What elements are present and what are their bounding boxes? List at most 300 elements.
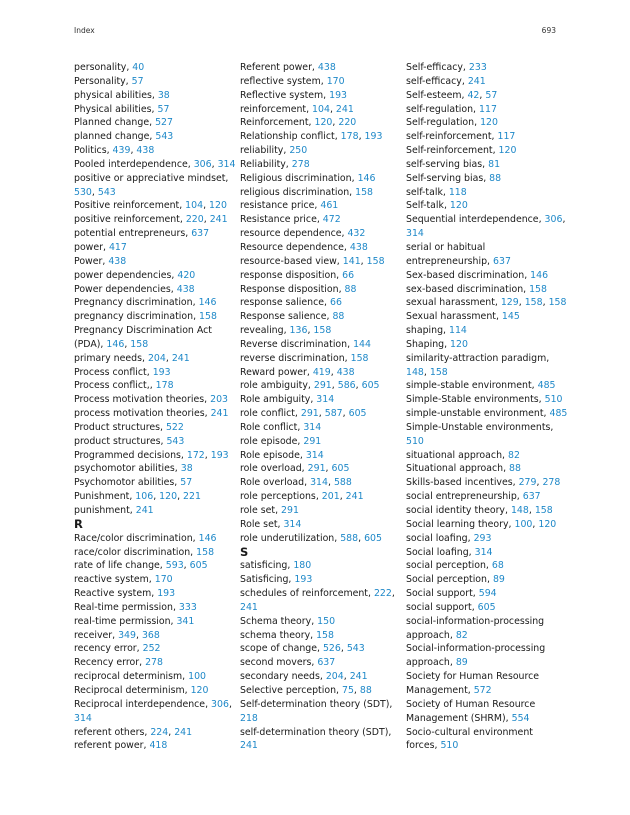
index-entry [74,587,240,601]
index-entry-line [240,158,406,172]
index-entry-line [406,573,556,587]
page-reference-link[interactable]: 89 [492,574,505,586]
index-entry-line [240,449,406,463]
index-entry [406,587,556,601]
page-reference-link[interactable]: 417 [108,241,127,253]
page-reference-link[interactable]: 148 [406,366,424,378]
index-entry-line [240,712,406,726]
index-term-text: , [325,463,332,475]
page-reference-link[interactable]: 120 [190,684,209,696]
page-reference-link[interactable]: 193 [157,588,176,600]
page-reference-link[interactable]: 241 [345,491,364,503]
index-entry-line [406,656,556,670]
page-reference-link[interactable]: 241 [210,408,229,420]
index-entry-line [74,642,240,656]
index-entry-line [406,518,556,532]
page-reference-link[interactable]: 241 [174,726,193,738]
page-reference-link[interactable]: 158 [316,629,334,641]
index-entry [240,199,406,213]
page-reference-link[interactable]: 170 [326,75,345,87]
index-entry [406,642,556,670]
index-entry-line [406,366,556,380]
page-reference-link[interactable]: 158 [429,366,448,378]
page-reference-link[interactable]: 588 [333,477,352,489]
page-reference-link[interactable]: 241 [209,214,228,226]
index-entry [74,421,240,435]
page-reference-link[interactable]: 510 [544,394,563,406]
index-entry [74,407,240,421]
page-reference-link[interactable]: 104 [185,200,204,212]
page-reference-link[interactable]: 522 [165,421,184,433]
page-reference-link[interactable]: 120 [159,491,178,503]
page-reference-link[interactable]: 146 [198,532,217,544]
index-term-text: role perceptions, [240,491,322,503]
page-reference-link[interactable]: 510 [440,740,459,752]
page-reference-link[interactable]: 158 [529,283,547,295]
index-entry [74,393,240,407]
index-term-text: psychomotor abilities, [74,463,181,475]
page-reference-link[interactable]: 201 [321,491,340,503]
page-reference-link[interactable]: 279 [518,477,537,489]
page-reference-link[interactable]: 146 [530,269,549,281]
index-term-text: Self-regulation, [406,117,481,129]
page-reference-link[interactable]: 278 [145,657,163,669]
index-term-text: Referent power, [240,62,318,73]
page-reference-link[interactable]: 193 [329,89,348,101]
index-entry [406,379,556,393]
page-reference-link[interactable]: 306 [544,214,563,226]
page-reference-link[interactable]: 349 [118,629,136,641]
page-reference-link[interactable]: 158 [355,186,374,198]
index-entry-line [74,186,240,200]
page-reference-link[interactable]: 637 [522,491,541,503]
page-reference-link[interactable]: 485 [537,380,556,392]
page-reference-link[interactable]: 438 [349,241,368,253]
page-reference-link[interactable]: 117 [497,131,516,143]
index-term-text: , [340,643,347,655]
page-reference-link[interactable]: 158 [534,505,553,516]
page-reference-link[interactable]: 241 [171,352,190,364]
index-term-text: rate of life change, [74,560,166,572]
page-reference-link[interactable]: 314 [310,477,328,489]
page-reference-link[interactable]: 158 [548,297,567,309]
page-reference-link[interactable]: 88 [344,283,357,295]
index-term-text: , [343,671,350,683]
page-reference-link[interactable]: 158 [524,297,543,309]
page-reference-link[interactable]: 543 [97,186,116,198]
page-reference-link[interactable]: 461 [320,200,339,212]
page-reference-link[interactable]: 439 [112,145,131,157]
page-reference-link[interactable]: 306 [211,698,229,710]
page-reference-link[interactable]: 218 [240,712,258,724]
index-term-text: , [318,408,325,420]
index-entry-line [74,103,240,117]
page-reference-link[interactable]: 158 [130,338,149,350]
index-entry-line [240,352,406,366]
page-reference-link[interactable]: 150 [317,615,336,627]
page-reference-link[interactable]: 605 [189,560,208,572]
index-entry-line [74,490,240,504]
index-term-text: physical abilities, [74,89,158,101]
page-reference-link[interactable]: 291 [281,505,299,516]
page-reference-link[interactable]: 420 [177,269,196,281]
page-reference-link[interactable]: 314 [283,518,302,530]
index-term-text: Reciprocal determinism, [74,684,191,696]
page-reference-link[interactable]: 178 [340,131,359,143]
index-entry [240,684,406,698]
page-reference-link[interactable]: 293 [473,532,492,544]
index-entry-line [406,103,556,117]
page-reference-link[interactable]: 120 [449,200,468,212]
index-entry [240,615,406,629]
page-reference-link[interactable]: 241 [335,103,354,115]
index-term-text: , [331,380,338,392]
index-entry-line [74,462,240,476]
page-reference-link[interactable]: 193 [210,449,229,461]
page-reference-link[interactable]: 193 [152,366,171,378]
page-reference-link[interactable]: 57 [180,477,193,489]
page-reference-link[interactable]: 222 [373,588,392,600]
page-reference-link[interactable]: 57 [131,75,144,87]
page-reference-link[interactable]: 100 [188,671,207,683]
index-term-text: potential entrepreneurs, [74,228,192,240]
index-term-text: approach, [406,629,456,641]
page-reference-link[interactable]: 527 [155,117,173,129]
index-entry [406,449,556,463]
index-entry-line [74,712,240,726]
index-entry-line [240,366,406,380]
index-entry [406,213,566,241]
index-entry [240,587,406,615]
page-reference-link[interactable]: 432 [347,228,366,240]
page-reference-link[interactable]: 278 [291,158,310,170]
page-reference-link[interactable]: 241 [240,601,258,613]
index-entry-line [406,61,556,75]
page-reference-link[interactable]: 75 [341,684,354,696]
index-term-text: social support, [406,601,478,613]
page-reference-link[interactable]: 88 [332,311,345,323]
page-reference-link[interactable]: 146 [357,172,376,184]
index-entry [74,172,240,200]
page-reference-link[interactable]: 204 [325,671,344,683]
index-term-text: self-talk, [406,186,449,198]
page-reference-link[interactable]: 314 [217,158,236,170]
page-reference-link[interactable]: 81 [488,158,501,170]
index-term-text: , [165,352,172,364]
index-term-text: power dependencies, [74,269,178,281]
page-reference-link[interactable]: 66 [342,269,355,281]
index-entry-line [240,227,406,241]
index-entry [406,476,561,490]
page-reference-link[interactable]: 40 [132,62,145,73]
page-reference-link[interactable]: 605 [348,408,367,420]
page-reference-link[interactable]: 148 [510,505,529,516]
index-entry [406,158,556,172]
page-reference-link[interactable]: 68 [491,560,504,572]
page-reference-link[interactable]: 146 [106,338,125,350]
index-term-text: role set, [240,505,282,516]
page-reference-link[interactable]: 510 [406,435,424,447]
page-reference-link[interactable]: 252 [142,643,161,655]
index-term-text: schedules of reinforcement, [240,588,374,600]
page-reference-link[interactable]: 314 [303,421,322,433]
index-term-text: social entrepreneurship, [406,491,523,503]
page-reference-link[interactable]: 341 [176,615,195,627]
page-reference-link[interactable]: 593 [165,560,184,572]
page-reference-link[interactable]: 314 [305,449,324,461]
page-reference-link[interactable]: 333 [178,601,197,613]
page-reference-link[interactable]: 485 [549,408,568,420]
page-reference-link[interactable]: 291 [313,380,332,392]
index-term-text: situational approach, [406,449,508,461]
page-reference-link[interactable]: 66 [330,297,342,309]
page-reference-link[interactable]: 314 [474,546,493,558]
page-reference-link[interactable]: 129 [500,297,519,309]
page-reference-link[interactable]: 543 [166,435,185,447]
page-reference-link[interactable]: 314 [74,712,92,724]
page-reference-link[interactable]: 193 [294,574,313,586]
page-reference-link[interactable]: 530 [74,186,92,198]
index-entry-line [74,296,240,310]
page-reference-link[interactable]: 637 [493,255,511,267]
page-reference-link[interactable]: 170 [154,574,173,586]
index-entry-line [406,255,556,269]
page-reference-link[interactable]: 141 [342,255,361,267]
index-entry-line [406,352,556,366]
page-reference-link[interactable]: 594 [478,588,497,600]
page-reference-link[interactable]: 250 [289,145,308,157]
page-reference-link[interactable]: 306 [193,158,212,170]
index-entry [240,462,406,476]
index-term-text: self-determination theory (SDT), [240,726,392,738]
index-term-text: Self-reinforcement, [406,145,499,157]
index-term-text: , [135,629,142,641]
page-reference-link[interactable]: 605 [331,463,350,475]
page-reference-link[interactable]: 314 [316,394,335,406]
index-term-text: social perception, [406,560,492,572]
page-reference-link[interactable]: 158 [199,311,217,323]
index-entry-line [406,546,556,560]
page-reference-link[interactable]: 637 [317,657,336,669]
index-entry-line [240,75,406,89]
page-reference-link[interactable]: 605 [477,601,496,613]
index-entry [74,144,240,158]
index-column-2 [240,61,406,753]
page-reference-link[interactable]: 291 [300,408,319,420]
page-reference-link[interactable]: 114 [448,325,467,337]
page-reference-link[interactable]: 120 [450,338,468,350]
page-reference-link[interactable]: 543 [155,131,174,143]
index-term-text: social-information-processing [406,615,545,627]
page-reference-link[interactable]: 438 [176,283,195,295]
page-reference-link[interactable]: 38 [180,463,193,475]
page-reference-link[interactable]: 100 [514,518,533,530]
index-entry [406,186,556,200]
index-entry-line [74,559,240,573]
index-term-text: , [479,89,486,101]
index-term-text: schema theory, [240,629,317,641]
index-term-text: Society of Human Resource [406,698,536,710]
page-reference-link[interactable]: 418 [149,740,168,752]
index-entry [406,421,556,449]
index-entry-line [74,338,240,352]
index-entry-line [406,269,556,283]
page-reference-link[interactable]: 42 [467,89,480,101]
page-reference-link[interactable]: 144 [353,338,371,350]
index-entry [74,449,240,463]
page-reference-link[interactable]: 88 [359,684,372,696]
page-reference-link[interactable]: 178 [155,380,174,392]
index-term-text: , [130,145,137,157]
page-reference-link[interactable]: 38 [157,89,170,101]
page-reference-link[interactable]: 221 [183,491,201,503]
index-term-text: Power, [74,255,109,267]
index-term-text: product structures, [74,435,167,447]
page-reference-link[interactable]: 278 [542,477,561,489]
index-term-text: , [536,477,543,489]
page-reference-link[interactable]: 526 [322,643,341,655]
index-entry [74,296,240,310]
index-term-text: shaping, [406,325,449,337]
page-reference-link[interactable]: 120 [538,518,557,530]
index-entry-line [74,199,240,213]
page-reference-link[interactable]: 88 [509,463,521,475]
page-reference-link[interactable]: 314 [406,228,424,240]
index-term-text: forces, [406,740,441,752]
index-entry-line [74,601,240,615]
index-term-text: , [562,214,566,226]
page-reference-link[interactable]: 220 [185,214,204,226]
page-reference-link[interactable]: 586 [337,380,356,392]
page-reference-link[interactable]: 605 [361,380,380,392]
index-term-text: Simple-Stable environments, [406,394,545,406]
page-reference-link[interactable]: 117 [479,103,497,115]
page-reference-link[interactable]: 368 [141,629,160,641]
page-reference-link[interactable]: 193 [364,131,383,143]
page-reference-link[interactable]: 605 [364,532,382,544]
index-entry-line [240,476,406,490]
index-entry-line [240,656,406,670]
index-term-text: satisficing, [240,560,294,572]
page-reference-link[interactable]: 572 [473,684,492,696]
index-term-text: Sequential interdependence, [406,214,545,226]
page-reference-link[interactable]: 587 [324,408,343,420]
page-reference-link[interactable]: 82 [507,449,520,461]
index-entry-line [406,532,556,546]
page-reference-link[interactable]: 158 [313,325,332,337]
page-reference-link[interactable]: 158 [196,546,215,558]
page-reference-link[interactable]: 554 [511,712,530,724]
page-reference-link[interactable]: 241 [135,505,154,516]
page-reference-link[interactable]: 233 [468,62,487,73]
index-term-text: Role set, [240,518,284,530]
page-reference-link[interactable]: 88 [489,172,502,184]
page-reference-link[interactable]: 543 [346,643,365,655]
page-reference-link[interactable]: 220 [338,117,357,129]
page-reference-link[interactable]: 438 [108,255,127,267]
page-reference-link[interactable]: 204 [147,352,166,364]
index-entry [240,310,406,324]
index-term-text: Reciprocal interdependence, [74,698,212,710]
index-entry-line [406,435,556,449]
page-reference-link[interactable]: 106 [135,491,154,503]
page-reference-link[interactable]: 104 [312,103,330,115]
page-reference-link[interactable]: 120 [498,145,517,157]
index-term-text: , [532,518,539,530]
index-entry-line [240,684,406,698]
page-reference-link[interactable]: 158 [350,352,369,364]
index-term-text: self-regulation, [406,103,480,115]
index-entry [406,296,567,310]
index-term-text: Religious discrimination, [240,172,358,184]
index-term-text: real-time permission, [74,615,177,627]
page-reference-link[interactable]: 438 [317,62,336,73]
index-entry [240,227,406,241]
index-entry-line [74,504,240,518]
index-term-text: , [355,380,362,392]
index-term-text: social loafing, [406,532,474,544]
index-entry [74,642,240,656]
page-reference-link[interactable]: 120 [209,200,227,212]
index-term-text: positive reinforcement, [74,214,186,226]
page-reference-link[interactable]: 637 [191,228,210,240]
page-reference-link[interactable]: 118 [448,186,467,198]
page-reference-link[interactable]: 438 [336,366,355,378]
index-entry-line [406,601,556,615]
index-entry-line [74,255,240,269]
page-reference-link[interactable]: 438 [136,145,155,157]
index-term-text: Real-time permission, [74,601,179,613]
page-reference-link[interactable]: 203 [210,394,229,406]
page-reference-link[interactable]: 588 [340,532,359,544]
index-entry [240,393,406,407]
index-term-text: , [332,117,339,129]
page-reference-link[interactable]: 241 [240,740,258,752]
page-reference-link[interactable]: 419 [312,366,331,378]
page-reference-link[interactable]: 89 [455,657,468,669]
page-reference-link[interactable]: 224 [150,726,169,738]
index-entry [240,75,406,89]
page-reference-link[interactable]: 57 [157,103,170,115]
index-entry-line [74,269,240,283]
page-reference-link[interactable]: 82 [455,629,468,641]
page-reference-link[interactable]: 472 [322,214,341,226]
page-reference-link[interactable]: 180 [293,560,312,572]
page-reference-link[interactable]: 158 [366,255,385,267]
page-reference-link[interactable]: 291 [303,435,322,447]
index-term-text: Shaping, [406,338,451,350]
index-term-text: similarity-attraction paradigm, [406,352,550,364]
page-reference-link[interactable]: 120 [480,117,498,129]
index-term-text: role ambiguity, [240,380,314,392]
page-reference-link[interactable]: 57 [485,89,498,101]
page-reference-link[interactable]: 291 [307,463,326,475]
index-entry [406,75,556,89]
page-reference-link[interactable]: 120 [314,117,333,129]
page-reference-link[interactable]: 136 [289,325,308,337]
page-reference-link[interactable]: 172 [186,449,205,461]
index-term-text: , [228,698,232,710]
page-reference-link[interactable]: 241 [349,671,368,683]
index-entry-line [240,490,406,504]
page-reference-link[interactable]: 146 [198,297,217,309]
index-entry-line [406,283,556,297]
index-entry-line [240,103,406,117]
index-entry-line [240,283,406,297]
index-entry [74,684,240,698]
page-reference-link[interactable]: 145 [501,311,520,323]
page-reference-link[interactable]: 241 [467,75,486,87]
